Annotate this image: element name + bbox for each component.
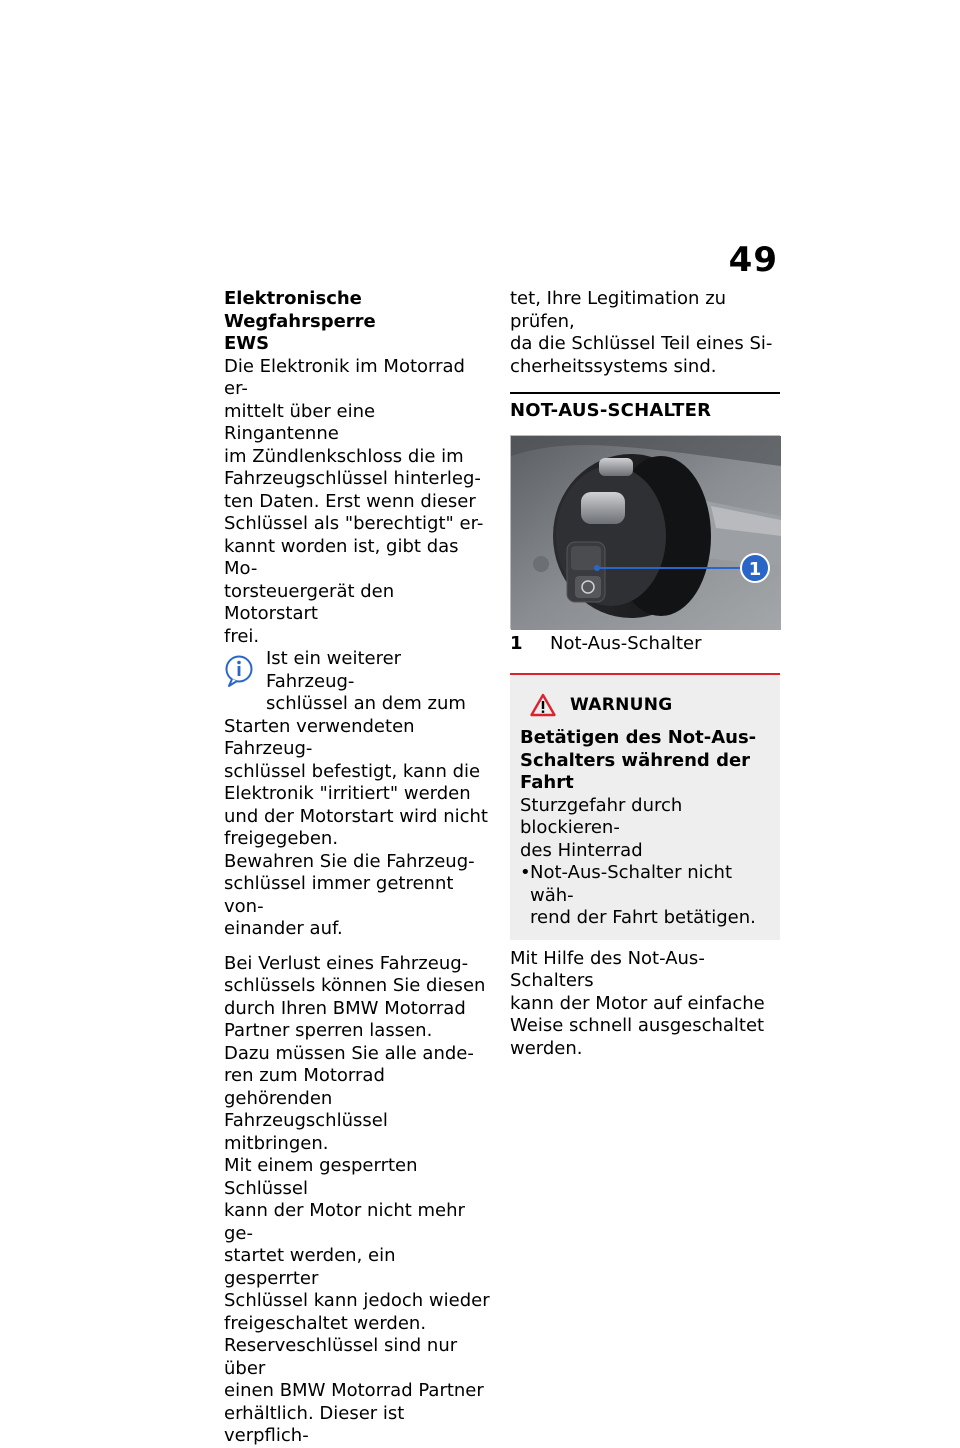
bullet-dot: • [520,862,531,883]
text-line: Schalters während der Fahrt [520,749,751,793]
text-line: freigegeben. [224,828,339,849]
warning-bullet [520,862,770,930]
text-line: startet werden, ein gesperrter [224,1245,396,1289]
text-line: einen BMW Motorrad Partner [224,1380,484,1401]
text-line: schlüssel befestigt, kann die [224,760,481,782]
text-line: Mit Hilfe des Not-Aus-Schalters [510,947,705,991]
text-line: Mit einem gesperrten Schlüssel [224,1155,418,1199]
text-line: durch Ihren BMW Motorrad [224,997,466,1019]
text-line: Ist ein weiterer Fahrzeug- [266,648,402,692]
left-column [224,288,490,1448]
figure-caption [510,633,780,656]
text-line: Fahrzeugschlüssel mitbringen. [224,1110,388,1154]
warning-headline [520,727,770,795]
ews-paragraph [224,356,490,649]
text-line: freigeschaltet werden. [224,1312,427,1334]
text-line: Reserveschlüssel sind nur über [224,1335,458,1379]
section-heading-ews [224,288,490,356]
text-line: torsteuergerät den Motorstart [224,580,395,624]
text-line: Starten verwendeten Fahrzeug- [224,715,415,759]
switch-illustration [511,436,781,630]
warning-label: WARNUNG [570,694,673,715]
text-line: mittelt über eine Ringantenne [224,400,376,444]
section-heading-not-aus: NOT-AUS-SCHALTER [510,400,712,421]
continued-paragraph [510,288,780,378]
text-line: frei. [224,625,260,647]
text-line: Betätigen des Not-Aus- [520,727,757,748]
text-line: tet, Ihre Legitimation zu prüfen, [510,288,727,332]
text-line: einander auf. [224,918,343,939]
text-line: Bewahren Sie die Fahrzeug- [224,850,475,872]
text-line: schlüssels können Sie diesen [224,975,486,996]
key-loss-paragraph [224,953,490,1448]
page-number: 49 [728,240,778,280]
text-line: werden. [510,1037,583,1059]
text-line: da die Schlüssel Teil eines Si- [510,333,773,354]
text-line: Fahrzeugschlüssel hinterleg- [224,468,481,489]
text-line: kann der Motor nicht mehr ge- [224,1200,465,1244]
text-line: Schlüssel als "berechtigt" er- [224,513,484,534]
callout-number: 1 [748,558,762,580]
text-line: ten Daten. Erst wenn dieser [224,490,476,512]
info-note [224,648,490,941]
caption-number: 1 [510,632,523,654]
text-line: Die Elektronik im Motorrad er- [224,355,465,399]
text-line: Bei Verlust eines Fahrzeug- [224,952,469,974]
text-line: Schlüssel kann jedoch wieder [224,1290,490,1311]
text-line: und der Motorstart wird nicht [224,805,488,827]
text-line: kann der Motor auf einfache [510,992,765,1014]
text-line: Sturzgefahr durch blockieren- [520,794,683,838]
text-line: kannt worden ist, gibt das Mo- [224,535,459,579]
section-divider [510,392,780,394]
info-icon [224,654,254,688]
right-column [510,288,780,1060]
kill-switch-paragraph [510,948,780,1061]
heading-line: Elektronische Wegfahrsperre [224,288,376,332]
caption-text: Not-Aus-Schalter [550,632,702,654]
text-line: schlüssel immer getrennt von- [224,873,454,917]
text-line: Weise schnell ausgeschaltet [510,1015,765,1036]
text-line: cherheitssystems sind. [510,355,717,377]
text-line: Not-Aus-Schalter nicht wäh- [530,862,733,906]
text-line: erhältlich. Dieser ist verpflich- [224,1402,405,1446]
text-line: Dazu müssen Sie alle ande- [224,1042,474,1064]
text-line: Elektronik "irritiert" werden [224,783,471,804]
text-line: ren zum Motorrad gehörenden [224,1065,385,1109]
warning-body [520,795,770,863]
text-line: des Hinterrad [520,839,643,861]
warning-box [510,673,780,940]
text-line: schlüssel an dem zum [266,693,466,714]
heading-line: EWS [224,333,270,354]
warning-triangle-icon [530,693,556,717]
text-line: im Zündlenkschloss die im [224,445,464,467]
text-line: rend der Fahrt betätigen. [530,907,756,928]
warning-title [520,693,770,717]
text-line: Partner sperren lassen. [224,1020,433,1041]
kill-switch-photo [510,435,780,629]
